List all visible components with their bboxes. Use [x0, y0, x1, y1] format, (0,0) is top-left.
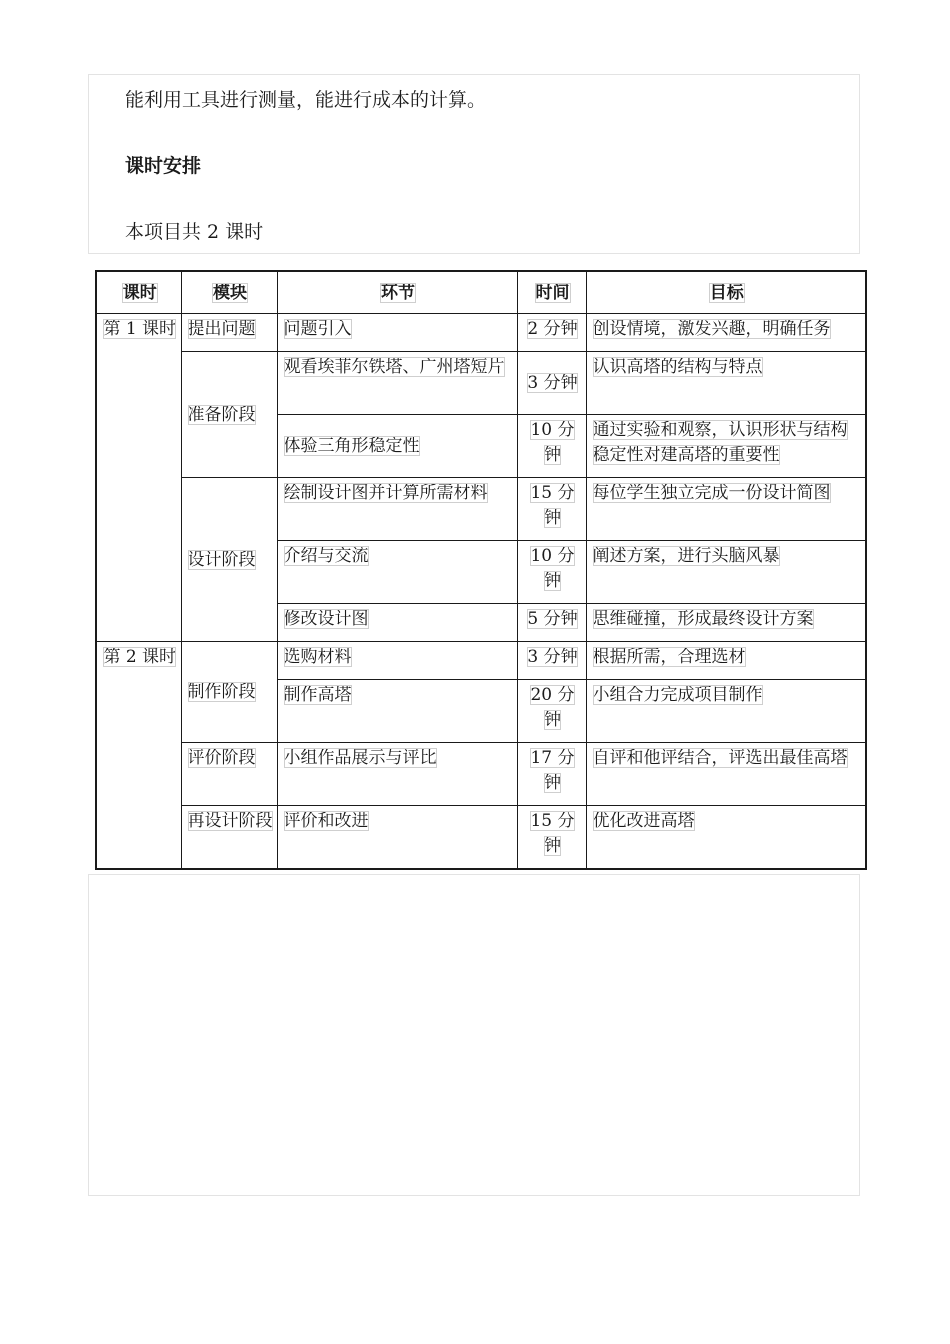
table-row — [96, 478, 866, 541]
step-cell: 选购材料 — [277, 642, 517, 680]
table-header-row — [96, 271, 866, 314]
table-row — [96, 642, 866, 680]
time-cell: 10 分钟 — [517, 541, 586, 604]
header-step: 环节 — [277, 271, 517, 314]
period-summary: 本项目共 2 课时 — [125, 221, 264, 243]
table-row — [96, 806, 866, 870]
goal-cell: 思维碰撞，形成最终设计方案 — [586, 604, 866, 642]
table-row — [96, 743, 866, 806]
step-cell: 绘制设计图并计算所需材料 — [277, 478, 517, 541]
module-cell: 设计阶段 — [181, 478, 277, 642]
time-cell: 15 分钟 — [517, 478, 586, 541]
intro-section — [88, 74, 860, 254]
time-cell: 2 分钟 — [517, 314, 586, 352]
header-module: 模块 — [181, 271, 277, 314]
goal-cell: 小组合力完成项目制作 — [586, 680, 866, 743]
time-cell: 15 分钟 — [517, 806, 586, 870]
goal-cell: 自评和他评结合，评选出最佳高塔 — [586, 743, 866, 806]
time-cell: 3 分钟 — [517, 352, 586, 415]
schedule-table — [95, 270, 867, 870]
header-time: 时间 — [517, 271, 586, 314]
time-cell: 17 分钟 — [517, 743, 586, 806]
step-cell: 小组作品展示与评比 — [277, 743, 517, 806]
module-cell: 再设计阶段 — [181, 806, 277, 870]
blank-content-area — [88, 874, 860, 1196]
period-cell: 第 1 课时 — [96, 314, 181, 642]
step-cell: 评价和改进 — [277, 806, 517, 870]
header-period: 课时 — [96, 271, 181, 314]
time-cell: 5 分钟 — [517, 604, 586, 642]
step-cell: 问题引入 — [277, 314, 517, 352]
step-cell: 体验三角形稳定性 — [277, 415, 517, 478]
goal-cell: 通过实验和观察，认识形状与结构稳定性对建高塔的重要性 — [586, 415, 866, 478]
section-title: 课时安排 — [125, 155, 202, 177]
step-cell: 观看埃菲尔铁塔、广州塔短片 — [277, 352, 517, 415]
header-goal: 目标 — [586, 271, 866, 314]
goal-cell: 优化改进高塔 — [586, 806, 866, 870]
time-cell: 10 分钟 — [517, 415, 586, 478]
goal-cell: 认识高塔的结构与特点 — [586, 352, 866, 415]
module-cell: 评价阶段 — [181, 743, 277, 806]
period-cell: 第 2 课时 — [96, 642, 181, 870]
step-cell: 制作高塔 — [277, 680, 517, 743]
goal-cell: 根据所需，合理选材 — [586, 642, 866, 680]
intro-text: 能利用工具进行测量，能进行成本的计算。 — [125, 89, 487, 111]
time-cell: 3 分钟 — [517, 642, 586, 680]
module-cell: 制作阶段 — [181, 642, 277, 743]
module-cell: 提出问题 — [181, 314, 277, 352]
goal-cell: 每位学生独立完成一份设计简图 — [586, 478, 866, 541]
goal-cell: 创设情境，激发兴趣，明确任务 — [586, 314, 866, 352]
table-row — [96, 352, 866, 415]
module-cell: 准备阶段 — [181, 352, 277, 478]
table-row — [96, 314, 866, 352]
step-cell: 介绍与交流 — [277, 541, 517, 604]
time-cell: 20 分钟 — [517, 680, 586, 743]
goal-cell: 阐述方案，进行头脑风暴 — [586, 541, 866, 604]
step-cell: 修改设计图 — [277, 604, 517, 642]
